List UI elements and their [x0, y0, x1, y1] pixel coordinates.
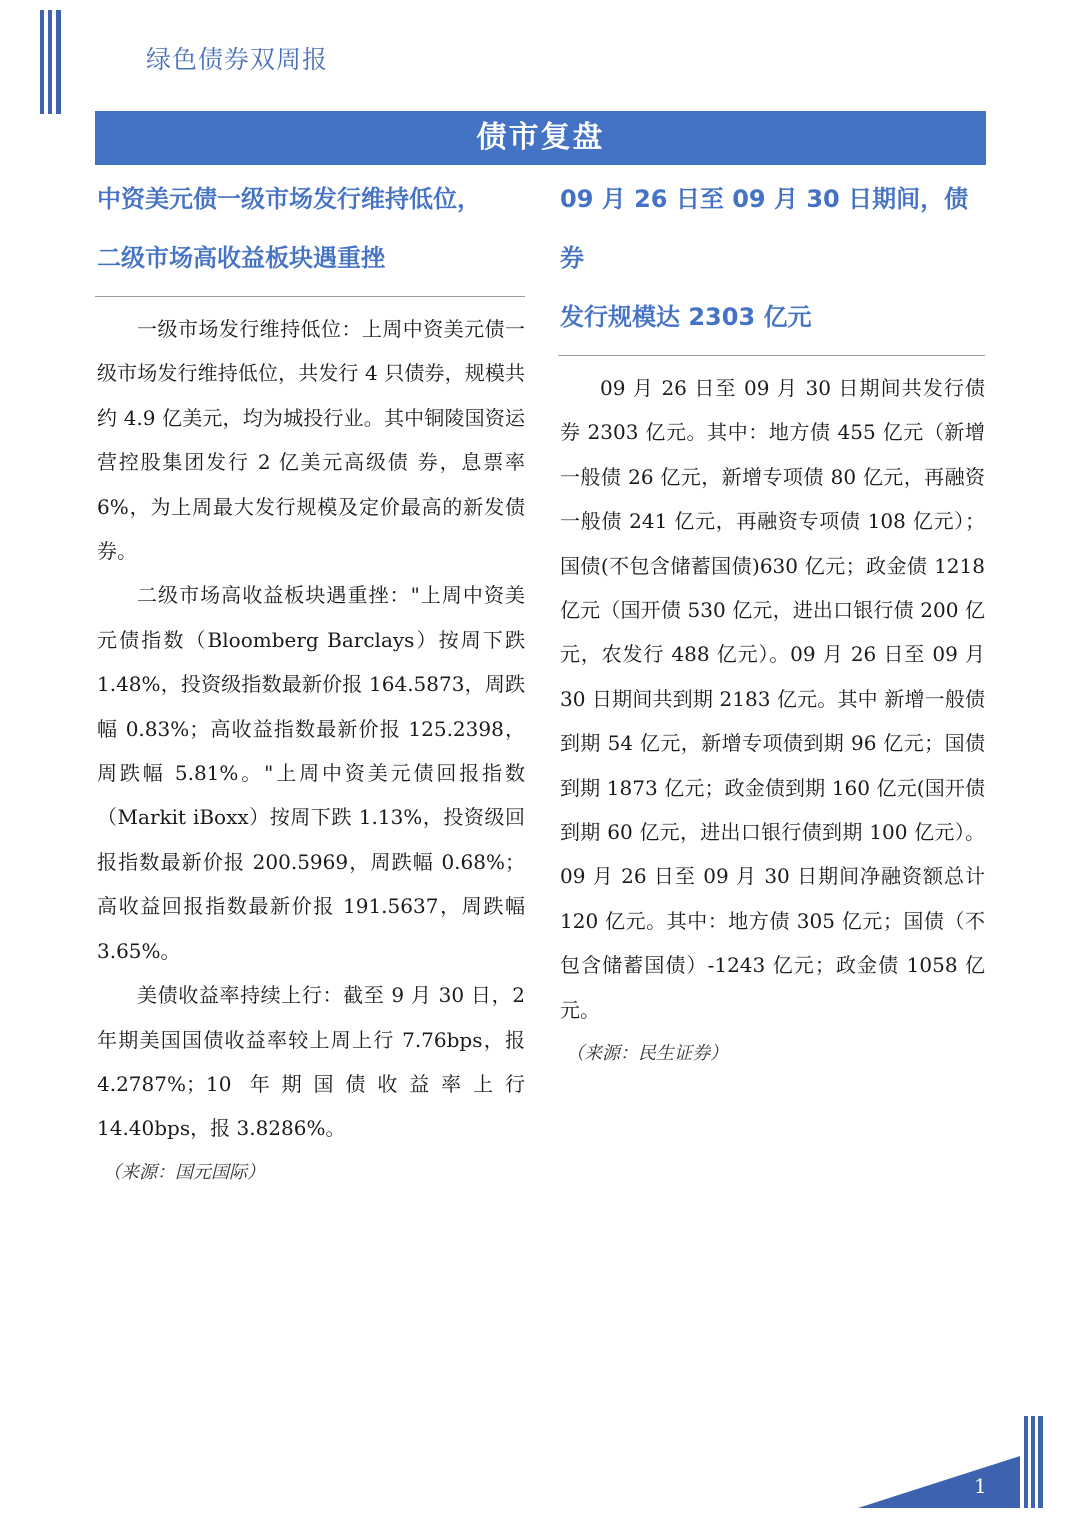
right-source-note: （来源：民生证券） [566, 1043, 728, 1065]
left-paragraph-2: 二级市场高收益板块遇重挫："上周中资美元债指数（Bloomberg Barclays）按周下跌 1.48%，投资级指数最新价报 164.5873，周跌幅 0.83%；高收益指数最新价报 125.2398，周跌幅 5.81%。"上周中资美元债回报指数（Markit iBoxx）按周下跌 1.13%，投资级回报指数最新价报 200.5969，周跌幅 0.68%；高收益回报指数最新价报 191.5637，周跌幅 3.65%。 [97, 583, 525, 963]
section-banner: 债市复盘 [95, 111, 986, 165]
left-article-title [97, 170, 525, 288]
left-divider [95, 296, 525, 297]
right-divider [558, 355, 985, 356]
right-column [560, 170, 985, 1076]
left-column [97, 170, 525, 1195]
left-paragraph-1: 一级市场发行维持低位：上周中资美元债一级市场发行维持低位，共发行 4 只债券，规模共约 4.9 亿美元，均为城投行业。其中铜陵国资运营控股集团发行 2 亿美元高级债 券，息票率 6%，为上周最大发行规模及定价最高的新发债券。 [97, 317, 525, 564]
left-paragraph-3: 美债收益率持续上行：截至 9 月 30 日，2 年期美国国债收益率较上周上行 7.76bps，报 4.2787%；10 年期国债收益率上行 14.40bps，报 3.8286%。 [97, 983, 525, 1141]
header-decoration-bars [40, 10, 64, 114]
report-header-title: 绿色债券双周报 [146, 45, 329, 74]
left-title-line-2: 二级市场高收益板块遇重挫 [97, 244, 385, 272]
footer-corner-triangle [858, 1456, 1020, 1508]
left-title-line-1: 中资美元债一级市场发行维持低位， [97, 185, 481, 213]
right-article-title [560, 170, 985, 347]
page-number: 1 [974, 1474, 987, 1498]
left-source-note: （来源：国元国际） [103, 1161, 265, 1183]
footer-decoration-bars [1024, 1416, 1044, 1508]
right-paragraph-1: 09 月 26 日至 09 月 30 日期间共发行债券 2303 亿元。其中：地方债 455 亿元（新增一般债 26 亿元，新增专项债 80 亿元，再融资一般债 241 亿元，再融资专项债 108 亿元）；国债(不包含储蓄国债)630 亿元；政金债 1218 亿元（国开债 530 亿元，进出口银行债 200 亿元，农发行 488 亿元）。09 月 26 日至 09 月 30 日期间共到期 2183 亿元。其中 新增一般债到期 54 亿元，新增专项债到期 96 亿元；国债到期 1873 亿元；政金债到期 160 亿元(国开债到期 60 亿元，进出口银行债到期 100 亿元）。09 月 26 日至 09 月 30 日期间净融资额总计 120 亿元。其中：地方债 305 亿元；国债（不包含储蓄国债）-1243 亿元；政金债 1058 亿元。 [560, 376, 985, 1022]
right-title-line-1: 09 月 26 日至 09 月 30 日期间，债券 [560, 185, 969, 272]
right-title-line-2: 发行规模达 2303 亿元 [560, 303, 812, 331]
